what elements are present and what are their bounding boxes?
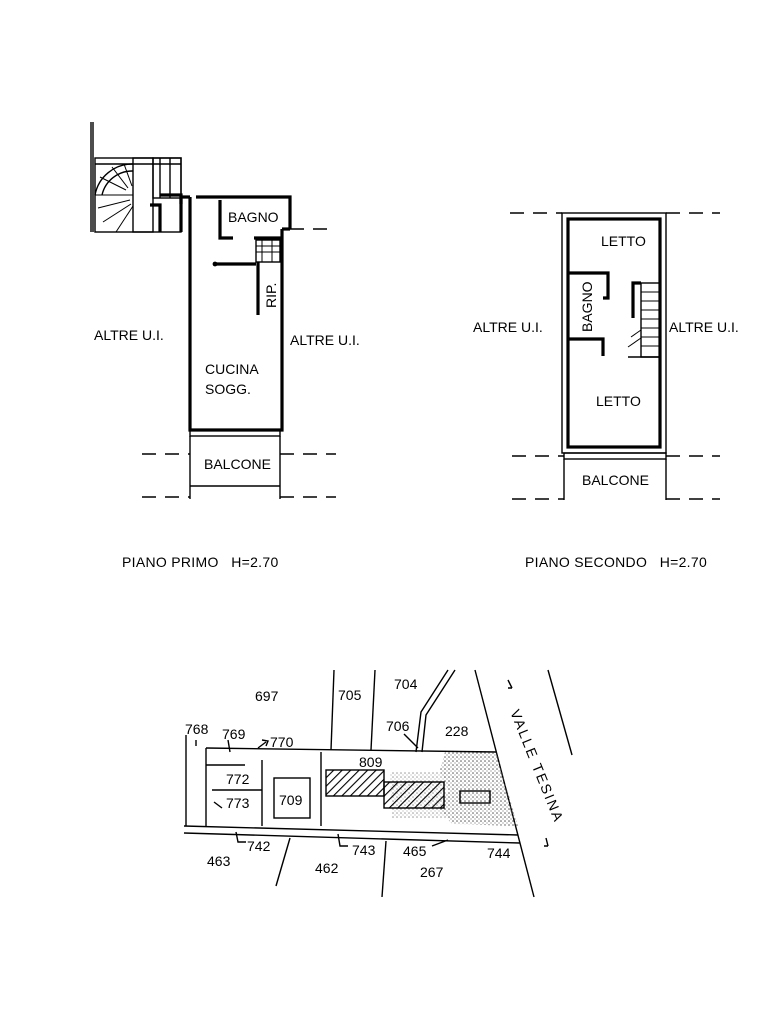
parcel-770: 770 [270,734,294,750]
room-bagno-2: BAGNO [579,281,595,332]
first-floor-plan [91,122,360,570]
parcel-742: 742 [247,838,271,854]
room-rip: RIP. [263,282,279,308]
parcel-743: 743 [352,842,376,858]
parcel-706: 706 [386,718,410,734]
parcel-772: 772 [226,771,250,787]
parcel-697: 697 [255,688,279,704]
spiral-staircase [91,122,181,232]
parcel-705: 705 [338,687,362,703]
room-letto-top: LETTO [601,233,646,249]
parcel-463: 463 [207,853,231,869]
parcel-768: 768 [185,721,209,737]
neighbor-left-1: ALTRE U.I. [94,327,164,343]
street-name: VALLE TESINA [507,707,568,826]
room-cucina: CUCINA [205,361,259,377]
cadastral-map [184,670,572,897]
parcel-709: 709 [279,792,303,808]
neighbor-right-2: ALTRE U.I. [669,319,739,335]
room-bagno-1: BAGNO [228,209,279,225]
parcel-769: 769 [222,726,246,742]
parcel-465: 465 [403,843,427,859]
room-balcone-1: BALCONE [204,456,271,472]
parcel-267: 267 [420,864,444,880]
parcel-809: 809 [359,754,383,770]
caption-piano-secondo: PIANO SECONDO H=2.70 [525,554,708,570]
neighbor-right-1: ALTRE U.I. [290,332,360,348]
parcel-773: 773 [226,795,250,811]
caption-piano-primo: PIANO PRIMO H=2.70 [122,554,279,570]
parcel-228: 228 [445,723,469,739]
room-letto-bottom: LETTO [596,393,641,409]
parcel-462: 462 [315,860,339,876]
room-balcone-2: BALCONE [582,472,649,488]
parcel-744: 744 [487,845,511,861]
room-sogg: SOGG. [205,381,251,397]
second-floor-plan [473,213,739,570]
neighbor-left-2: ALTRE U.I. [473,319,543,335]
parcel-704: 704 [394,676,418,692]
